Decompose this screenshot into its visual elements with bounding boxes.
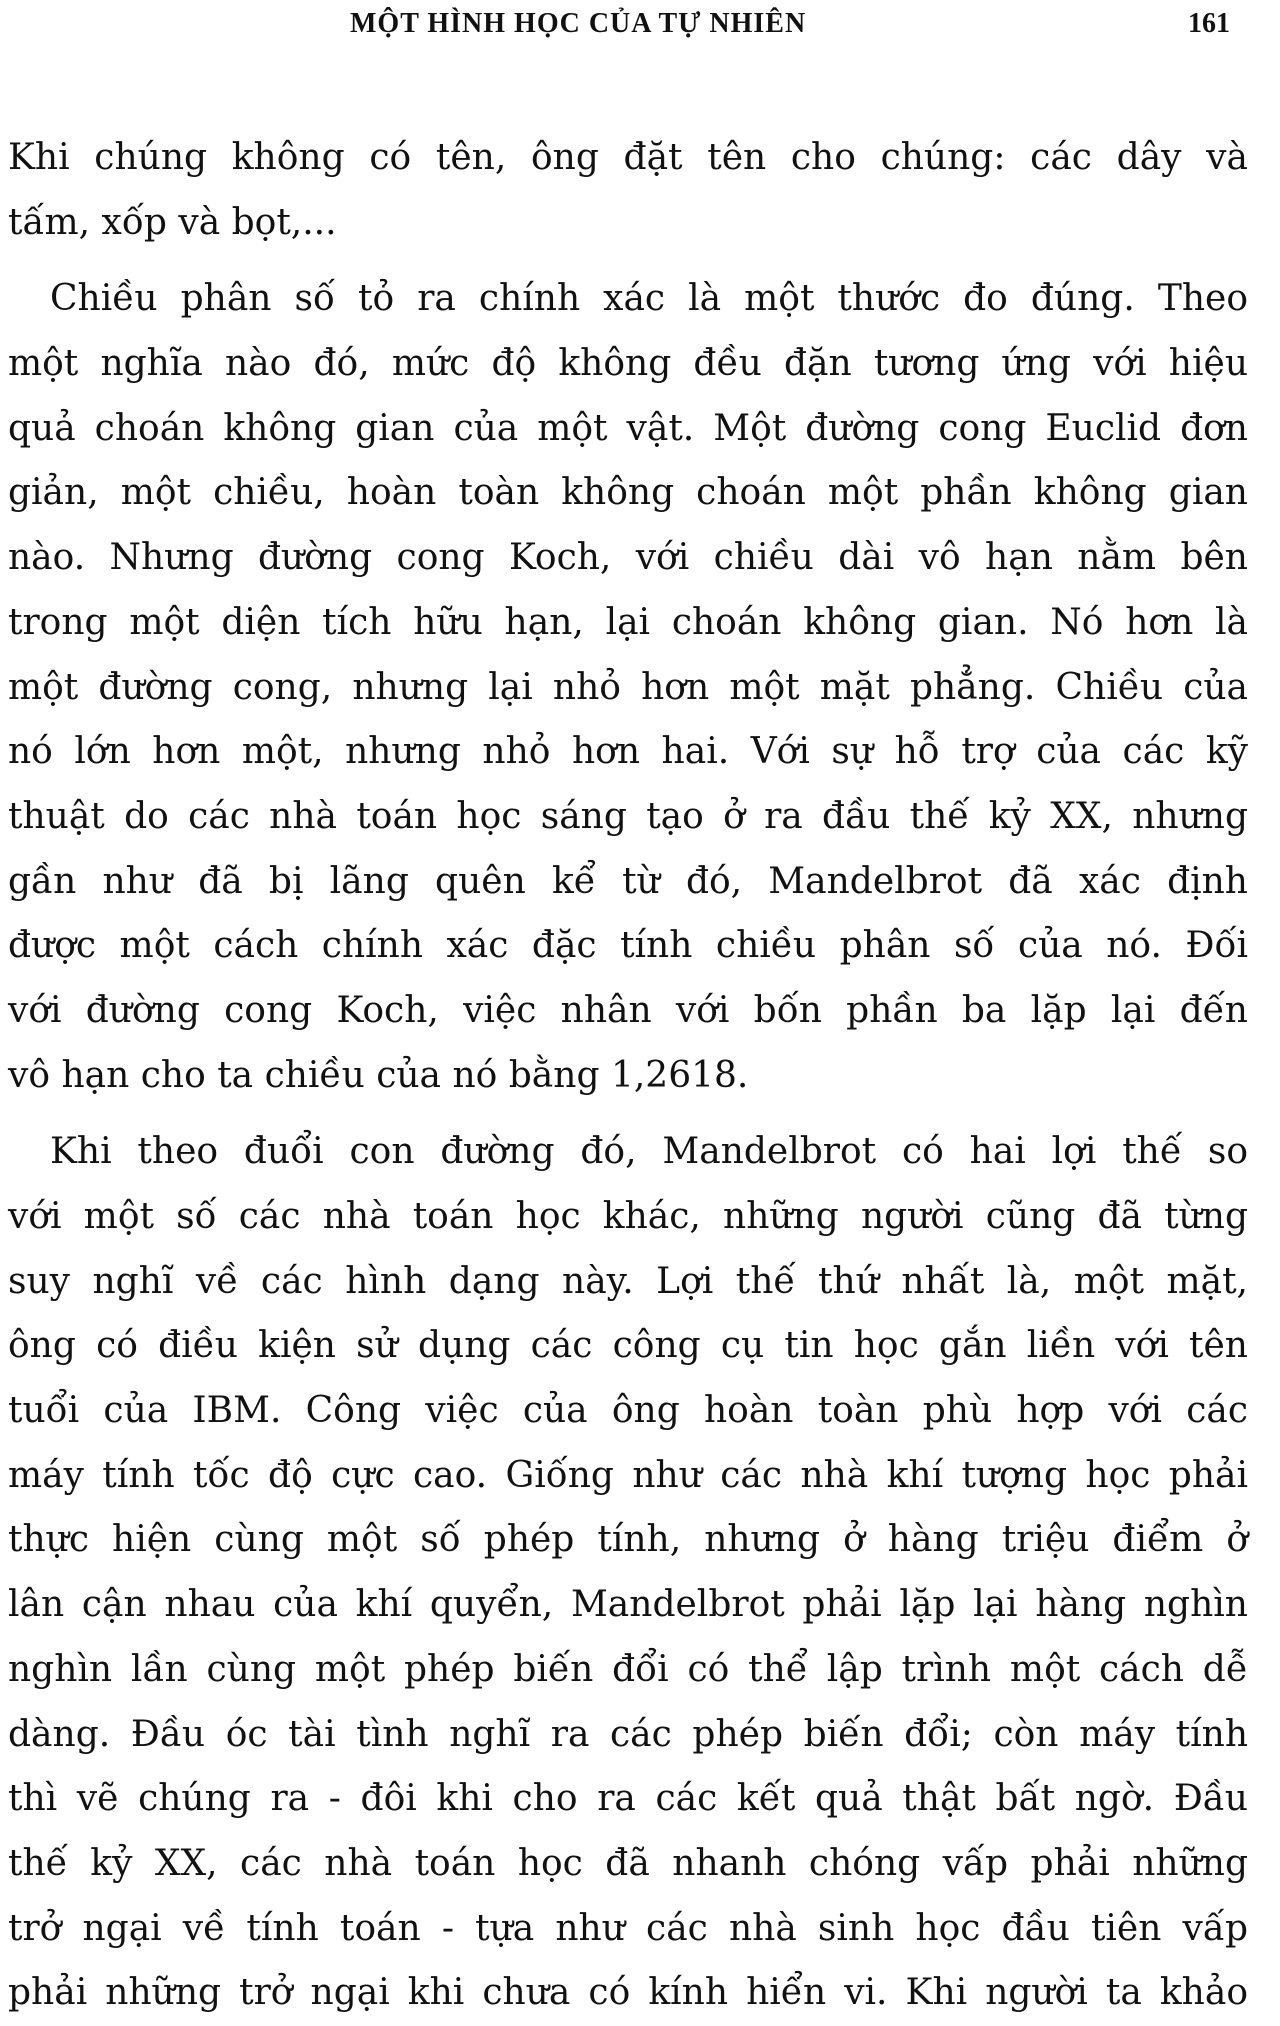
text-line: Khi theo đuổi con đường đó, Mandelbrot có hai lợi thế so xyxy=(50,1131,1248,1173)
text-line: thế kỷ XX, các nhà toán học đã nhanh chóng vấp phải những xyxy=(8,1842,1248,1884)
text-line: với đường cong Koch, việc nhân với bốn phần ba lặp lại đến xyxy=(8,989,1248,1031)
text-line: với một số các nhà toán học khác, những người cũng đã từng xyxy=(8,1196,1248,1237)
text-line: nó lớn hơn một, nhưng nhỏ hơn hai. Với sự hỗ trợ của các kỹ xyxy=(8,731,1248,773)
running-head xyxy=(0,8,1280,48)
text-line: ông có điều kiện sử dụng các công cụ tin học gắn liền với tên xyxy=(8,1325,1248,1367)
page-number: 161 xyxy=(1188,8,1230,39)
text-line: một đường cong, nhưng lại nhỏ hơn một mặt phẳng. Chiều của xyxy=(8,666,1248,708)
text-line: một nghĩa nào đó, mức độ không đều đặn tương ứng với hiệu xyxy=(8,343,1248,385)
text-line: Khi chúng không có tên, ông đặt tên cho chúng: các dây và xyxy=(8,137,1248,178)
text-line: thuật do các nhà toán học sáng tạo ở ra đầu thế kỷ XX, nhưng xyxy=(8,795,1248,837)
text-line: thì vẽ chúng ra - đôi khi cho ra các kết quả thật bất ngờ. Đầu xyxy=(8,1778,1248,1820)
paragraph-2 xyxy=(8,267,1248,1108)
paragraph-3 xyxy=(8,1120,1248,2026)
text-line: máy tính tốc độ cực cao. Giống như các nhà khí tượng học phải xyxy=(8,1454,1248,1496)
text-line: nghìn lần cùng một phép biến đổi có thể lập trình một cách dễ xyxy=(8,1648,1248,1690)
text-line: trong một diện tích hữu hạn, lại choán không gian. Nó hơn là xyxy=(8,601,1248,643)
text-line: suy nghĩ về các hình dạng này. Lợi thế thứ nhất là, một mặt, xyxy=(8,1260,1248,1302)
text-line: thực hiện cùng một số phép tính, nhưng ở hàng triệu điểm ở xyxy=(8,1519,1248,1561)
text-line: tuổi của IBM. Công việc của ông hoàn toàn phù hợp với các xyxy=(8,1390,1248,1432)
text-line: quả choán không gian của một vật. Một đường cong Euclid đơn xyxy=(8,407,1248,449)
text-line: vô hạn cho ta chiều của nó bằng 1,2618. xyxy=(8,1054,749,1096)
body-text xyxy=(8,126,1248,2026)
text-line: trở ngại về tính toán - tựa như các nhà sinh học đầu tiên vấp xyxy=(8,1907,1248,1949)
text-line: được một cách chính xác đặc tính chiều phân số của nó. Đối xyxy=(8,925,1248,967)
text-line: gần như đã bị lãng quên kể từ đó, Mandelbrot đã xác định xyxy=(8,860,1248,902)
paragraph-1 xyxy=(8,126,1248,255)
text-line: tấm, xốp và bọt,... xyxy=(8,201,337,243)
text-line: dàng. Đầu óc tài tình nghĩ ra các phép biến đổi; còn máy tính xyxy=(8,1713,1248,1755)
running-title: MỘT HÌNH HỌC CỦA TỰ NHIÊN xyxy=(350,8,807,39)
text-line: lân cận nhau của khí quyển, Mandelbrot phải lặp lại hàng nghìn xyxy=(8,1584,1248,1626)
text-line: phải những trở ngại khi chưa có kính hiển vi. Khi người ta khảo xyxy=(8,1972,1248,2014)
text-line: Chiều phân số tỏ ra chính xác là một thước đo đúng. Theo xyxy=(50,278,1248,320)
text-line: giản, một chiều, hoàn toàn không choán một phần không gian xyxy=(8,472,1248,514)
text-line: nào. Nhưng đường cong Koch, với chiều dài vô hạn nằm bên xyxy=(8,537,1248,579)
